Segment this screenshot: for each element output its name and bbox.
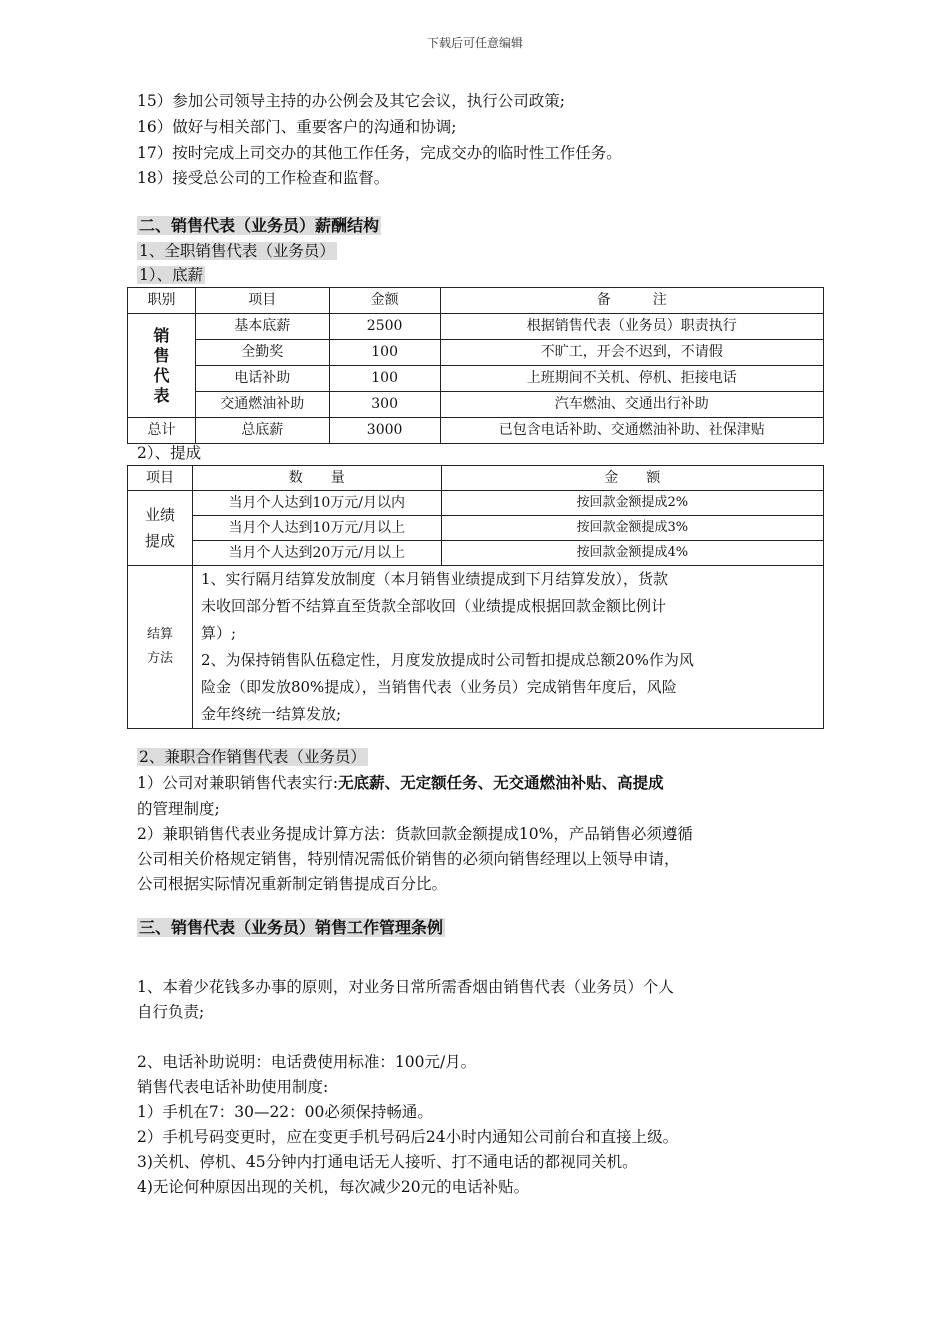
paragraph-line: 销售代表电话补助使用制度:	[137, 1078, 329, 1096]
table-cell: 上班期间不关机、停机、拒接电话	[440, 366, 823, 392]
table-cell: 3000	[329, 418, 440, 444]
table-cell: 300	[329, 392, 440, 418]
base-salary-table	[127, 287, 824, 444]
table-cell: 当月个人达到20万元/月以上	[192, 541, 441, 566]
list-item: 4)无论何种原因出现的关机，每次减少20元的电话补贴。	[137, 1178, 530, 1196]
settle-label: 结算方法	[146, 627, 173, 666]
section-title: 二、销售代表（业务员）薪酬结构	[139, 216, 380, 235]
table-header: 职别	[128, 288, 196, 314]
table-cell: 2500	[329, 314, 440, 340]
subsection-title: 2、兼职合作销售代表（业务员）	[139, 748, 366, 766]
section-title: 三、销售代表（业务员）销售工作管理条例	[139, 918, 444, 937]
table-row	[128, 541, 824, 566]
paragraph-line: 2）兼职销售代表业务提成计算方法：货款回款金额提成10%，产品销售必须遵循	[137, 825, 693, 843]
paragraph-line: 的管理制度;	[137, 800, 220, 818]
settle-line: 险金（即发放80%提成），当销售代表（业务员）完成销售年度后，风险	[200, 678, 677, 696]
table-header-row	[128, 288, 824, 314]
table-row	[128, 314, 824, 340]
list-item: 15）参加公司领导主持的办公例会及其它会议，执行公司政策;	[137, 92, 565, 110]
table-cell: 按回款金额提成2%	[441, 491, 823, 516]
table-cell: 按回款金额提成4%	[441, 541, 823, 566]
list-item: 1）手机在7：30—22：00必须保持畅通。	[137, 1103, 433, 1121]
table-cell: 交通燃油补助	[195, 392, 329, 418]
table-row	[128, 392, 824, 418]
settle-method-cell	[192, 566, 823, 729]
list-item: 2）手机号码变更时，应在变更手机号码后24小时内通知公司前台和直接上级。	[137, 1128, 679, 1146]
table-cell: 电话补助	[195, 366, 329, 392]
base-salary-label: 1）、底薪	[139, 266, 204, 284]
text-span: 1）公司对兼职销售代表实行:	[137, 774, 339, 792]
paragraph-line: 公司根据实际情况重新制定销售提成百分比。	[137, 875, 448, 893]
subsection-title: 1、全职销售代表（业务员）	[139, 242, 335, 260]
group-cell	[128, 491, 193, 566]
table-total-row	[128, 418, 824, 444]
role-label: 销售代表	[153, 325, 170, 405]
table-cell: 总底薪	[195, 418, 329, 444]
settle-line: 算）;	[200, 624, 236, 642]
table-cell: 当月个人达到10万元/月以上	[192, 516, 441, 541]
table-cell: 汽车燃油、交通出行补助	[440, 392, 823, 418]
table-row	[128, 340, 824, 366]
commission-table	[127, 465, 824, 729]
table-cell: 100	[329, 340, 440, 366]
settle-label-cell	[128, 566, 193, 729]
table-cell: 不旷工，开会不迟到，不请假	[440, 340, 823, 366]
list-item: 3)关机、停机、45分钟内打通电话无人接听、打不通电话的都视同关机。	[137, 1153, 638, 1171]
table-cell: 当月个人达到10万元/月以内	[192, 491, 441, 516]
settle-line: 2、为保持销售队伍稳定性，月度发放提成时公司暂扣提成总额20%作为风	[200, 651, 694, 669]
bold-text: 无底薪、无定额任务、无交通燃油补贴、高提成	[338, 773, 664, 792]
table-cell: 全勤奖	[195, 340, 329, 366]
table-header: 备 注	[440, 288, 823, 314]
commission-label: 2）、提成	[137, 444, 202, 462]
settle-line: 金年终统一结算发放;	[200, 705, 341, 723]
table-row	[128, 516, 824, 541]
paragraph-line: 自行负责;	[137, 1003, 205, 1021]
settle-line: 1、实行隔月结算发放制度（本月销售业绩提成到下月结算发放），货款	[200, 570, 668, 588]
table-header: 金额	[329, 288, 440, 314]
list-item: 16）做好与相关部门、重要客户的沟通和协调;	[137, 118, 457, 136]
paragraph-line	[137, 773, 664, 793]
table-header: 数 量	[192, 466, 441, 491]
table-header: 项目	[128, 466, 193, 491]
table-cell: 已包含电话补助、交通燃油补助、社保津贴	[440, 418, 823, 444]
table-header-row	[128, 466, 824, 491]
table-cell: 100	[329, 366, 440, 392]
table-header: 项目	[195, 288, 329, 314]
table-cell: 按回款金额提成3%	[441, 516, 823, 541]
table-row	[128, 566, 824, 729]
table-row	[128, 366, 824, 392]
paragraph-line: 2、电话补助说明：电话费使用标准：100元/月。	[137, 1053, 477, 1071]
page-header: 下载后可任意编辑	[426, 36, 523, 50]
role-cell	[128, 314, 196, 418]
group-label: 业绩提成	[144, 506, 175, 550]
paragraph-line: 公司相关价格规定销售，特别情况需低价销售的必须向销售经理以上领导申请，	[137, 850, 680, 868]
paragraph-line: 1、本着少花钱多办事的原则，对业务日常所需香烟由销售代表（业务员）个人	[137, 978, 674, 996]
table-cell: 总计	[128, 418, 196, 444]
table-cell: 根据销售代表（业务员）职责执行	[440, 314, 823, 340]
settle-line: 未收回部分暂不结算直至货款全部收回（业绩提成根据回款金额比例计	[200, 597, 666, 615]
list-item: 17）按时完成上司交办的其他工作任务，完成交办的临时性工作任务。	[137, 144, 622, 162]
table-cell: 基本底薪	[195, 314, 329, 340]
list-item: 18）接受总公司的工作检查和监督。	[137, 169, 390, 187]
table-header: 金 额	[441, 466, 823, 491]
table-row	[128, 491, 824, 516]
